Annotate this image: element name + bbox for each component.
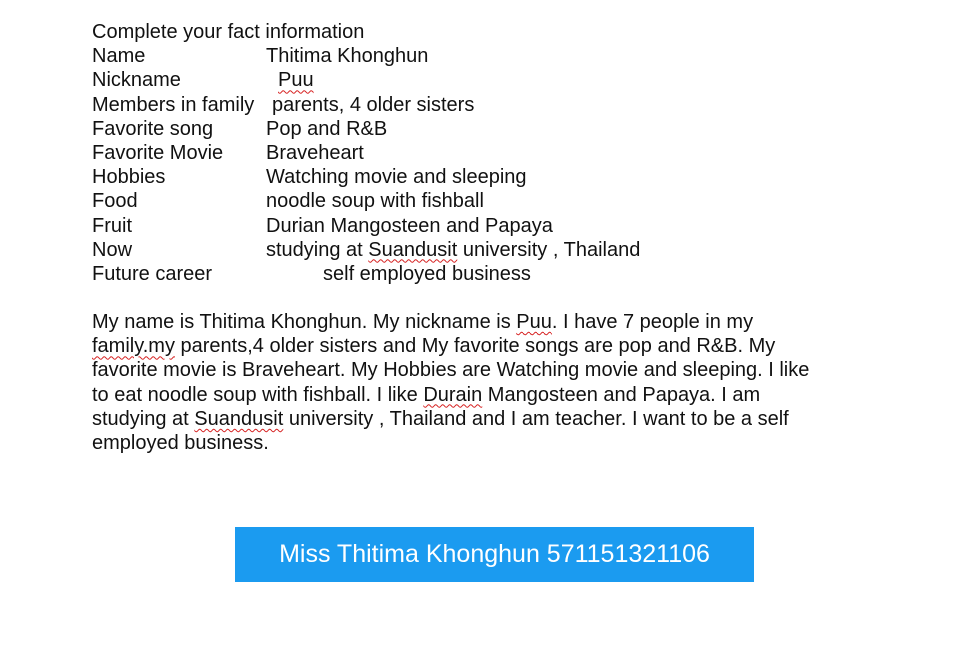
paragraph-line [92, 383, 882, 407]
paragraph-line [92, 334, 882, 358]
fact-label-movie: Favorite Movie [92, 141, 224, 164]
fact-row-career [92, 262, 892, 286]
fact-row-name [92, 44, 892, 68]
paragraph-text: Mangosteen and Papaya. I am [482, 383, 761, 406]
fact-value-hobbies: Watching movie and sleeping [266, 166, 527, 189]
fact-value-food: noodle soup with fishball [266, 190, 484, 213]
misspelled-word: Durain [423, 383, 483, 406]
fact-label-fruit: Fruit [92, 214, 132, 237]
fact-label-career: Future career [92, 262, 213, 285]
paragraph-text: employed business. [92, 432, 269, 455]
fact-value-song: Pop and R&B [266, 117, 388, 140]
paragraph-line [92, 407, 882, 431]
fact-value-name: Thitima Khonghun [266, 45, 429, 68]
fact-row-members [92, 93, 892, 117]
misspelled-word: family.my [92, 335, 175, 358]
fact-label-now: Now [92, 238, 133, 261]
misspelled-word: Suandusit [194, 407, 284, 430]
fact-value-now-text: university , Thailand [457, 238, 641, 261]
misspelled-word: Suandusit [368, 238, 458, 261]
paragraph-line [92, 310, 882, 334]
fact-row-song [92, 117, 892, 141]
paragraph-line [92, 358, 882, 382]
fact-label-members: Members in family [92, 93, 255, 116]
fact-row-movie [92, 141, 892, 165]
misspelled-word: Puu [516, 311, 552, 334]
fact-row-hobbies [92, 165, 892, 189]
document-body [92, 20, 892, 455]
fact-value-nickname: Puu [278, 69, 314, 92]
fact-value-fruit: Durian Mangosteen and Papaya [266, 214, 553, 237]
fact-value-career: self employed business [323, 262, 531, 285]
paragraph-text: parents,4 older sisters and My favorite songs are pop and R&B. My [174, 335, 776, 358]
page-title: Complete your fact information [92, 21, 365, 43]
paragraph-text: My name is Thitima Khonghun. My nickname is [92, 311, 517, 334]
fact-row-food [92, 189, 892, 213]
fact-label-food: Food [92, 190, 138, 213]
fact-label-name: Name [92, 45, 146, 68]
fact-value-now-text: studying at [266, 238, 369, 261]
fact-value-now [266, 238, 640, 262]
paragraph-line [92, 431, 882, 455]
student-name-banner: Miss Thitima Khonghun 571151321106 [235, 527, 754, 582]
paragraph-text: studying at [92, 407, 195, 430]
fact-value-members: parents, 4 older sisters [272, 93, 475, 116]
fact-label-nickname: Nickname [92, 69, 181, 92]
paragraph-text: university , Thailand and I am teacher. I want to be a self [283, 407, 789, 430]
paragraph-text: . I have 7 people in my [551, 311, 754, 334]
bio-paragraph [92, 310, 882, 455]
fact-row-now [92, 238, 892, 262]
paragraph-text: favorite movie is Braveheart. My Hobbies are Watching movie and sleeping. I like [92, 359, 810, 382]
fact-label-hobbies: Hobbies [92, 166, 166, 189]
fact-row-fruit [92, 214, 892, 238]
fact-label-song: Favorite song [92, 117, 214, 140]
paragraph-text: to eat noodle soup with fishball. I like [92, 383, 424, 406]
fact-value-movie: Braveheart [266, 141, 364, 164]
fact-row-nickname [92, 68, 892, 92]
